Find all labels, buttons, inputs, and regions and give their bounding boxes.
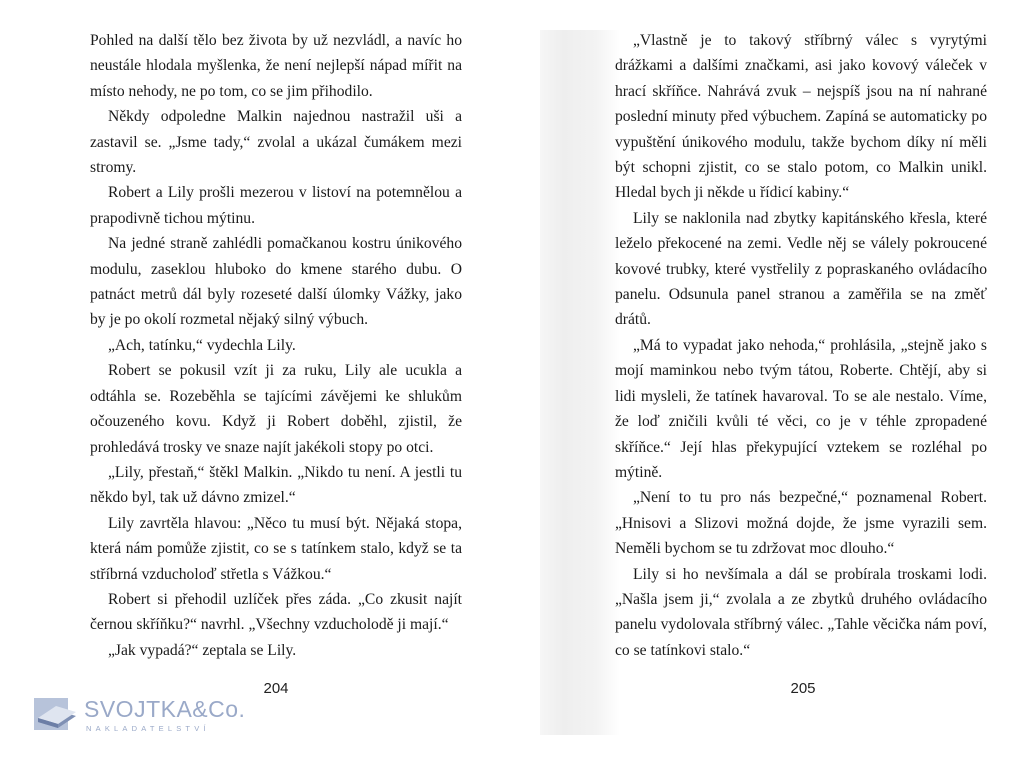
right-page — [615, 28, 987, 663]
paragraph: Někdy odpoledne Malkin najednou nastražil uši a zastavil se. „Jsme tady,“ zvolal a ukázal čumákem mezi stromy. — [90, 108, 462, 177]
paragraph: Robert si přehodil uzlíček přes záda. „Co zkusit najít černou skříňku?“ navrhl. „Všechny vzducholodě ji mají.“ — [90, 590, 462, 634]
publisher-subtitle: NAKLADATELSTVÍ — [86, 724, 210, 733]
paragraph: „Má to vypadat jako nehoda,“ prohlásila, „stejně jako s mojí maminkou nebo tvým tátou, Roberte. Chtějí, aby si lidi mysleli, že tatínek havaroval. To se ale nestalo. Víme, že loď zničili kvůli té věci, co je v téhle zpropadené skříňce.“ Její hlas překypující vztekem se rozléhal po mýtině. — [615, 336, 987, 481]
paragraph: Lily zavrtěla hlavou: „Něco tu musí být. Nějaká stopa, která nám pomůže zjistit, co se s tatínkem stalo, když se ta stříbrná vzducholoď střetla s Vážkou.“ — [90, 514, 462, 583]
paragraph: Lily se naklonila nad zbytky kapitánského křesla, které leželo překocené na zemi. Vedle něj se válely pokroucené kovové trubky, které vystřelily z popraskaného ovládacího panelu. Odsunula panel stranou a zaměřila se na změť drátů. — [615, 209, 987, 329]
paragraph: Robert a Lily prošli mezerou v listoví na potemnělou a prapodivně tichou mýtinu. — [90, 184, 462, 227]
paragraph: „Lily, přestaň,“ štěkl Malkin. „Nikdo tu není. A jestli tu někdo byl, tak už dávno zmizel.“ — [90, 463, 462, 507]
paragraph: Robert se pokusil vzít ji za ruku, Lily ale ucukla a odtáhla se. Rozeběhla se tajícími závějemi ke shlukům očouzeného kovu. Když ji Robert doběhl, zjistil, že prohledává trosky ve snaze najít jakékoli stopy po otci. — [90, 362, 462, 456]
paragraph: Na jedné straně zahlédli pomačkanou kostru únikového modulu, zaseklou hluboko do kmene starého dubu. O patnáct metrů dál byly rozeseté další úlomky Vážky, jako by je po okolí rozmetal nějaký silný výbuch. — [90, 235, 462, 329]
book-logo-icon — [34, 696, 80, 732]
paragraph: „Není to tu pro nás bezpečné,“ poznamenal Robert. „Hnisovi a Slizovi možná dojde, že jsme vyrazili sem. Neměli bychom se tu zdržovat moc dlouho.“ — [615, 489, 987, 558]
paragraph: Lily si ho nevšímala a dál se probírala troskami lodi. „Našla jsem ji,“ zvolala a ze zbytků druhého ovládacího panelu vydolovala stříbrný válec. „Tahle věcička nám poví, co se tatínkovi stalo.“ — [615, 565, 987, 659]
paragraph: „Ach, tatínku,“ vydechla Lily. — [108, 336, 296, 354]
publisher-name: SVOJTKA&Co. — [84, 696, 246, 722]
left-page — [90, 28, 462, 663]
paragraph: „Jak vypadá?“ zeptala se Lily. — [108, 641, 297, 659]
publisher-watermark — [34, 690, 246, 740]
paragraph: Pohled na další tělo bez života by už nezvládl, a navíc ho neustále hlodala myšlenka, že není nejlepší nápad mířit na místo nehody, ne po tom, co se jim přihodilo. — [90, 32, 462, 100]
paragraph: „Vlastně je to takový stříbrný válec s vyrytými drážkami a dalšími značkami, asi jako kovový váleček v hrací skříňce. Nahrává zvuk – nejspíš jsou na ní nahrané poslední minuty před výbuchem. Zapíná se automaticky po vypuštění únikového modulu, takže bychom díky ní měli být schopni zjistit, co se stalo potom, co Malkin unikl. Hledal bych ji někde u řídicí kabiny.“ — [615, 32, 987, 202]
book-gutter-shadow — [540, 30, 620, 735]
page-number-right: 205 — [790, 680, 816, 697]
right-page-text — [615, 28, 987, 663]
page-number-left: 204 — [263, 680, 289, 697]
left-page-text — [90, 28, 462, 663]
